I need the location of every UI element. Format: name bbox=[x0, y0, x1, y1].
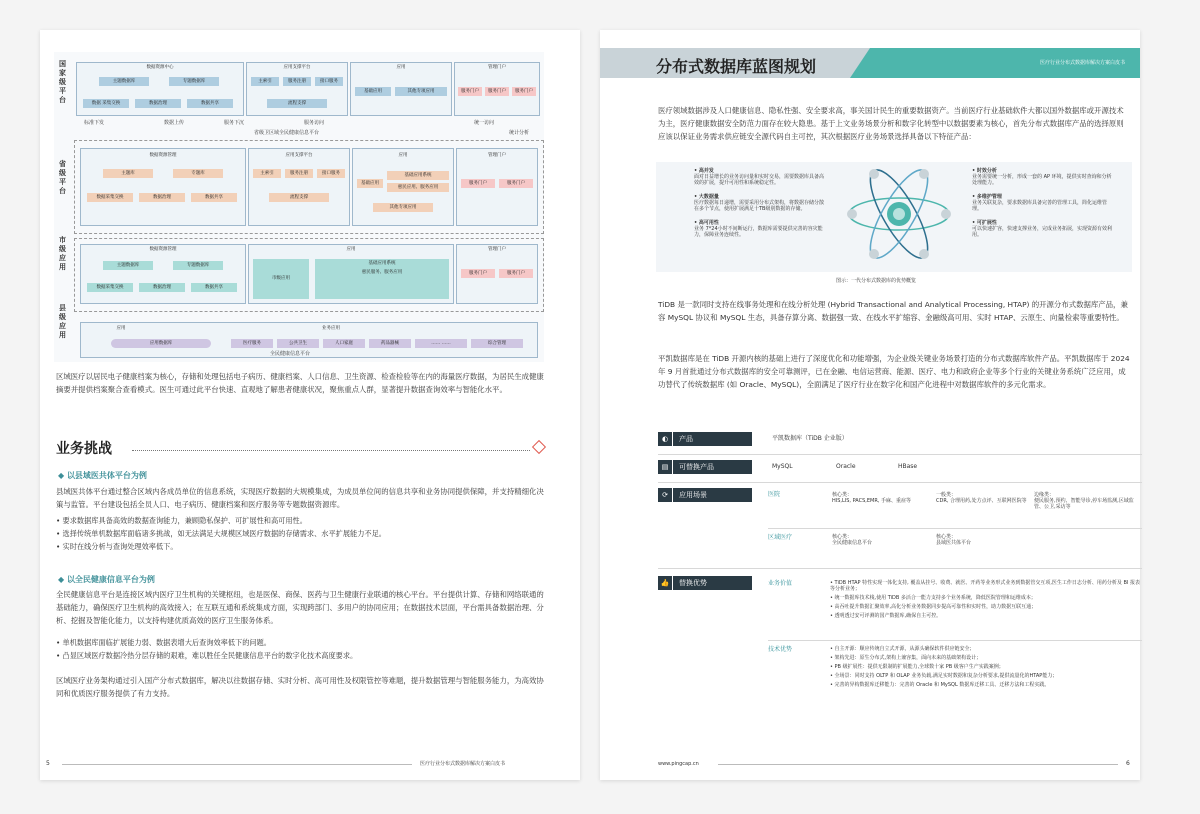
regional-normal: 核心类： 县域医共体平台 bbox=[936, 534, 972, 546]
features-right bbox=[972, 168, 1112, 238]
footer-url[interactable]: www.pingcap.cn bbox=[658, 761, 699, 767]
feature-text: 医疗数据每日递增，需要采用分布式架构，将数据存储分散在多个节点，使用扩展满足十TB级别数据的存储。 bbox=[694, 200, 825, 212]
diagram-caption: 全民健康信息平台 bbox=[270, 351, 311, 357]
sub1-title: ◆ 以县域医共体平台为例 bbox=[58, 471, 147, 480]
city-portal: 管理门户 服务门户 服务门户 bbox=[456, 244, 538, 304]
sub1-bullets bbox=[56, 514, 544, 553]
hospital-core: 核心类： HIS,LIS, PACS,EMR, 手麻、重症等 bbox=[832, 492, 912, 504]
hospital-label: 医院 bbox=[768, 491, 781, 498]
feature-text: 业务 7*24小时不间断运行，数据库需要提供完善的容灾能力，保障业务连续性。 bbox=[694, 226, 823, 238]
section-title: 业务挑战 bbox=[56, 441, 112, 457]
list-item: • 凸显区域医疗数据冷热分层存储的艰难，难以胜任全民健康信息平台的数字化技术高度要求。 bbox=[56, 651, 358, 660]
feature-text: 业务关联复杂，要求数据库具备完善的管理工具，简化运维管理。 bbox=[972, 200, 1108, 212]
table-row bbox=[658, 432, 1142, 448]
feature-text: 面对日益增长的业务访问量和实时交易，需要数据库具备高效的扩展，提升可用性和系统稳定性。 bbox=[694, 174, 825, 186]
closing-paragraph: 区域医疗业务架构通过引入国产分布式数据库，解决以往数据存储、实时分析、高可用性及权限管控等难题，提升数据管理与智能服务能力，为高效协同和优质医疗服务提供了有力支持。 bbox=[56, 676, 544, 698]
biz-bullets bbox=[830, 580, 1142, 619]
province-app-support: 应用支撑平台 主索引 服务注册 接口服务 流程支撑 bbox=[248, 148, 350, 226]
pingkai-paragraph: 平凯数据库是在 TiDB 开源内核的基础上进行了深度优化和功能增强，为企业级关键业务场景打造的分布式数据库软件产品。平凯数据库于 2024 年 9 月首批通过分布式数据库的安全可靠测评，已在金融、电信运营商、能源、医疗、电力和政府企业等多个行业的关键业务系统广泛应用，成功替代了传统数据库 (如 Oracle、MySQL)，全面满足了医疗行业在数字化和国产化进程中对数据库软件的多元化需求。 bbox=[658, 354, 1130, 389]
diamond-icon: ◆ bbox=[58, 471, 67, 480]
page-number-right: 6 bbox=[1126, 760, 1130, 767]
tier-label-city: 市级应用 bbox=[59, 236, 66, 271]
county-application: 应用 业务应用 应用数据库 医疗服务 公共卫生 人口家庭 药品器械 …… …… 综合管理 bbox=[80, 322, 538, 358]
list-item: • 选择传统单机数据库面临诸多挑战，如无法满足大规模区域医疗数据的存储需求、水平扩展能力不足。 bbox=[56, 529, 386, 538]
list-item: • 统一数据库技术栈,使用 TiDB 多活合一能力支持多个业务系统，降低医院管理和运维成本； bbox=[830, 595, 1036, 601]
regional-core: 核心类： 全民健康信息平台 bbox=[832, 534, 873, 546]
document-icon: ▤ bbox=[658, 460, 673, 474]
list-item: • 实时在线分析与查询处理效率低下。 bbox=[56, 542, 178, 551]
tier-label-province: 省级平台 bbox=[59, 160, 66, 195]
list-item: • 要求数据库具备高效的数据查询能力，兼顾隐私保护、可扩展性和高可用性。 bbox=[56, 516, 307, 525]
list-item: • PB 级扩展性：提供无限制的扩展能力,全球数十家 PB 级客户生产实践案例； bbox=[830, 664, 1004, 670]
tidb-paragraph: TiDB 是一款同时支持在线事务处理和在线分析处理 (Hybrid Transactional and Analytical Processing, HTAP) 的开源分布式数据库产品，兼容 MySQL 协议和 MySQL 生态，具备存算分离、数据强一致、在线水平扩缩容、金融级高可用、实时 HTAP、云原生、向量检索等重要特性。 bbox=[658, 300, 1128, 322]
right-page bbox=[600, 30, 1140, 780]
tier-label-county: 县级应用 bbox=[59, 304, 66, 339]
left-page bbox=[40, 30, 580, 780]
intro-paragraph-right: 医疗领域数据涉及人口健康信息、隐私性强、安全要求高，事关国计民生的重要数据资产。当前医疗行业基础软件大都以国外数据库或开源技术为主，医疗健康数据安全防范力面存在较大隐患。基于上文业务场景分析和数字化转型中以数据要素为核心，首先分布式数据库产品的选择原则应该以保证业务需求供应链安全源代码自主可控，其次根据医疗业务场景选择具备以下特征产品： bbox=[658, 106, 1124, 141]
advantage-label: 👍 替换优势 bbox=[658, 576, 752, 590]
feature-title: • 大数据量 bbox=[694, 194, 719, 200]
province-application: 应用 基础应用 基础应用系统 惠民应用、服务应用 其他专项应用 bbox=[352, 148, 454, 226]
province-platform-label: 省级卫区域全民健康信息平台 bbox=[254, 130, 320, 136]
page-title: 分布式数据库蓝图规划 bbox=[656, 57, 817, 76]
biz-value-label: 业务价值 bbox=[768, 580, 793, 587]
page-number: 5 bbox=[46, 760, 50, 767]
list-item: • 全场景：同时支持 OLTP 和 OLAP 业务负载,满足实时数据和复杂分析要求,提供流量化的HTAP能力； bbox=[830, 673, 1058, 679]
feature-title: • 可扩展性 bbox=[972, 220, 997, 226]
feature-title: • 高并发 bbox=[694, 168, 714, 174]
feature-text: 可以快速扩容，快速支撑业务，完成业务拓展，实现资源有效利用。 bbox=[972, 226, 1113, 238]
cube-icon bbox=[532, 440, 546, 454]
atom-graphic bbox=[844, 166, 954, 262]
footer-text: 医疗行业分布式数据库解决方案白皮书 bbox=[420, 761, 506, 767]
header-tag: 医疗行业分布式数据库解决方案白皮书 bbox=[1040, 60, 1126, 66]
product-label: ◐ 产品 bbox=[658, 432, 752, 446]
replace-hbase: HBase bbox=[898, 463, 918, 470]
thumbs-up-icon: 👍 bbox=[658, 576, 673, 590]
list-item: • 单机数据库面临扩展能力弱、数据表增大后查询效率低下的问题。 bbox=[56, 638, 271, 647]
tech-adv-label: 技术优势 bbox=[768, 646, 793, 653]
intro-paragraph: 区域医疗以居民电子健康档案为核心，存储和处理包括电子病历、健康档案、人口信息、卫生资源、检查检验等在内的海量医疗数据，为居民生成健康摘要并提供档案聚合查看模式。医生可通过此平台快速、直观地了解患者健康状况，聚焦重点人群，显著提升数据查询效率与智能化水平。 bbox=[56, 372, 544, 394]
sub1-text: 县域医共体平台通过整合区域内各成员单位的信息系统，实现医疗数据的大规模集成，为成员单位间的信息共享和业务协同提供保障，并支持精细化决策与监管。平台建设包括全员人口、电子病历、健康档案和医疗服务等专题数据资源库。 bbox=[56, 487, 544, 509]
feature-title: • 时效分析 bbox=[972, 168, 997, 174]
regional-label: 区域医疗 bbox=[768, 534, 793, 541]
table-row bbox=[658, 460, 1142, 476]
architecture-diagram: 国家级平台 省级平台 市级应用 县级应用 数据资源中心 主题数据库 专题数据库 数据 采集交换 数据治理 数据共享 应用支撑平台 主索引 服务注册 接口服务 流程支撑 应用 基础应用 其他专项应用 管理门户 服务门户 服务门户 服务门户 标准下发 数据上传 服务下沉 服务访问 统一访问 统计分析 省级卫区域全民健康信息平台 数据资源管理 主题库 专题库 数据采集交换 数据治理 数据共享 应用支撑平台 主索引 服务注册 接口服务 流程支撑 应用 基础应用 基础应用系统 惠民应用、服务应用 其他专项应用 管理门户 服务门户 服务门户 数据资源管理 主题数据库 专题数据库 数据采集交换 数据治理 数据共享 应用 市级应用 基础应用系统 惠民服务、服务应用 管理门户 服务门户 服务门户 应用 业务应用 应用数据库 医疗服务 公共卫生 人口家庭 药品器械 …… …… 综合管理 bbox=[54, 52, 544, 362]
features-left bbox=[694, 168, 824, 238]
cycle-icon: ⟳ bbox=[658, 488, 673, 502]
list-item: • 架构先进：原生分布式,架构上兼容集，面向未来的基础架构设计； bbox=[830, 655, 982, 661]
diamond-icon: ◆ bbox=[58, 575, 67, 584]
sub2-bullets bbox=[56, 636, 544, 662]
features-graphic bbox=[656, 162, 1132, 272]
scene-label: ⟳ 应用场景 bbox=[658, 488, 752, 502]
feature-title: • 多维护管理 bbox=[972, 194, 1002, 200]
footer-rule bbox=[62, 764, 412, 765]
province-portal: 管理门户 服务门户 服务门户 bbox=[456, 148, 538, 226]
city-application: 应用 市级应用 基础应用系统 惠民服务、服务应用 bbox=[248, 244, 454, 304]
list-item: • 高吞吐提升数据汇聚效率,高化分析业务数据同步提高可靠性和实时性，助力数据互联互通； bbox=[830, 604, 1037, 610]
list-item: • 完善的异构数据库迁移能力：完善的 Oracle 和 MySQL 数据库迁移工具、迁移方法和工程实践。 bbox=[830, 682, 1050, 688]
tier-label-national: 国家级平台 bbox=[59, 60, 66, 104]
table-row bbox=[658, 576, 1142, 736]
hospital-normal: 一般类： CDR, 合理用药,处方点评、互联网医院等 bbox=[936, 492, 1027, 504]
sub2-text: 全民健康信息平台是连接区域内医疗卫生机构的关键枢纽，也是医保、商保、医药与卫生健康行业联通的核心平台。平台提供计算、存储和网络联通的基础能力，确保医疗卫生机构的高效接入；在互联互通和系统集成方面，实现跨部门、多用户的协同应用；在数据技术层面，平台需具备数据治理、分析、挖掘及智能化能力，以支持构建优质高效的医疗卫生服务体系。 bbox=[56, 590, 544, 625]
replace-oracle: Oracle bbox=[836, 463, 856, 470]
footer-rule-right bbox=[718, 764, 1118, 765]
province-data: 数据资源管理 主题库 专题库 数据采集交换 数据治理 数据共享 bbox=[80, 148, 246, 226]
list-item: • TiDB HTAP 特性实现一体化支持, 覆盖从挂号、收费、就医、开药等业务形式业务到数据管交互项,医生工作日志分析、用药分析及 BI 报表等分析业务； bbox=[830, 580, 1141, 592]
replace-mysql: MySQL bbox=[772, 463, 793, 470]
tech-bullets bbox=[830, 646, 1142, 688]
city-data: 数据资源管理 主题数据库 专题数据库 数据采集交换 数据治理 数据共享 bbox=[80, 244, 246, 304]
features-caption: 图示：一代分布式数据库的优势概览 bbox=[836, 278, 917, 284]
national-portal: 管理门户 服务门户 服务门户 服务门户 bbox=[454, 62, 540, 116]
list-item: • 透明透过安可评测的国产数据库,确保自主可控。 bbox=[830, 613, 942, 619]
list-item: • 自主开源：顺应传统自立式开源，从源头确保软件供应链安全； bbox=[830, 646, 975, 652]
feature-title: • 高可用性 bbox=[694, 220, 719, 226]
product-icon: ◐ bbox=[658, 432, 673, 446]
national-app-support: 应用支撑平台 主索引 服务注册 接口服务 流程支撑 bbox=[246, 62, 348, 116]
replace-label: ▤ 可替换产品 bbox=[658, 460, 752, 474]
sub2-title: ◆ 以全民健康信息平台为例 bbox=[58, 575, 155, 584]
section-rule bbox=[132, 450, 530, 451]
hospital-edge: 边缘类： 便民服务,预约、智能导诊,停车场监测,区域监管、公卫,采访等 bbox=[1034, 492, 1134, 510]
product-value: 平凯数据库（TiDB 企业版） bbox=[772, 435, 848, 442]
national-data-center: 数据资源中心 主题数据库 专题数据库 数据 采集交换 数据治理 数据共享 bbox=[76, 62, 244, 116]
national-application: 应用 基础应用 其他专项应用 bbox=[350, 62, 452, 116]
table-row bbox=[658, 488, 1142, 588]
feature-text: 业务需要统一分析，形成一套的 AP 环境，提供实时查询和分析处理能力。 bbox=[972, 174, 1112, 186]
